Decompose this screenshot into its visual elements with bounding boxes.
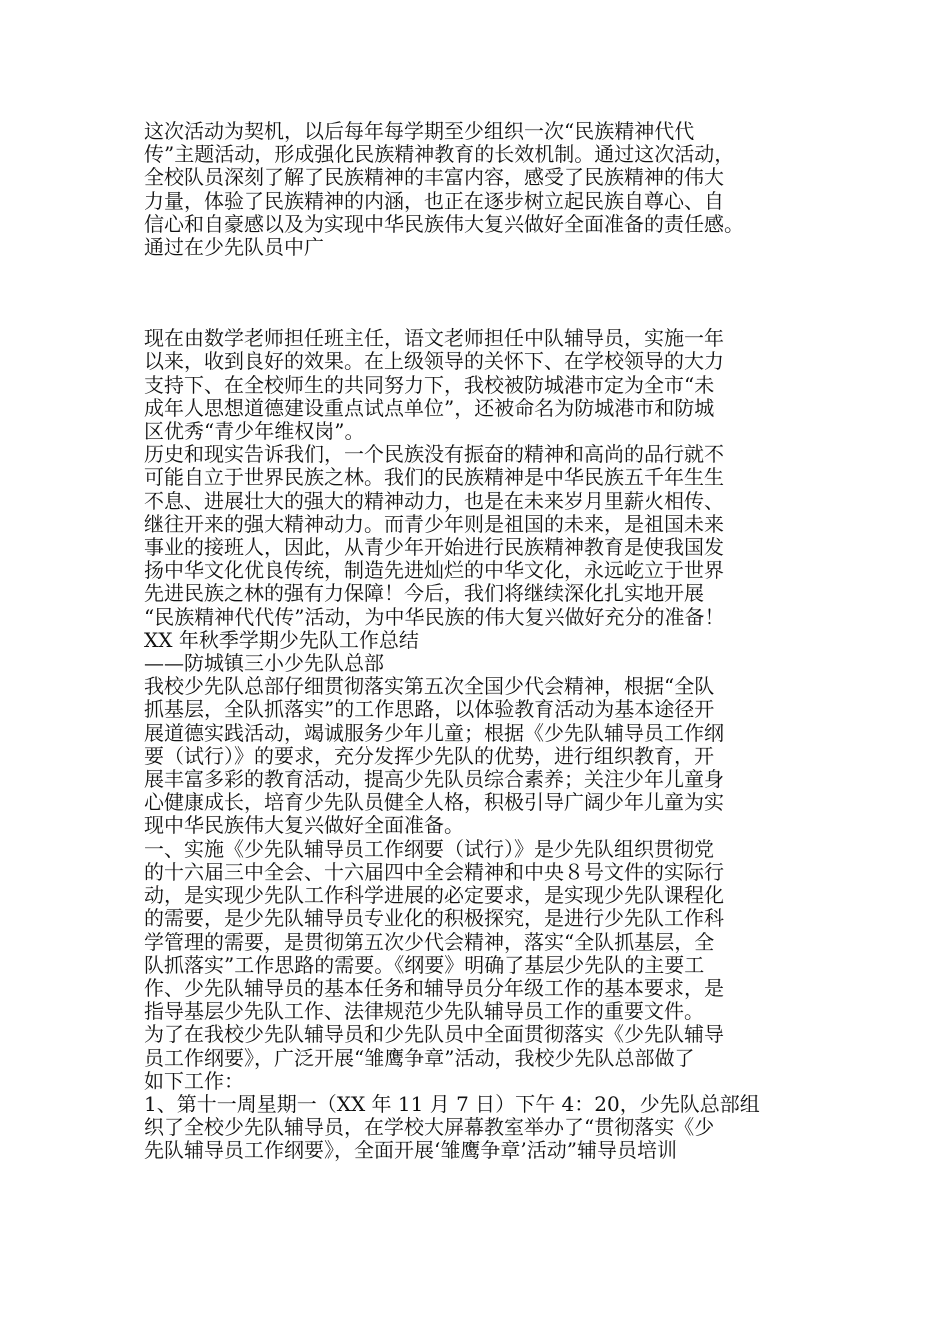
document-section-1 [144, 120, 814, 259]
text-line: 支持下、在全校师生的共同努力下，我校被防城港市定为全市“未 [144, 373, 715, 397]
text-line: 动，是实现少先队工作科学进展的必定要求，是实现少先队课程化 [144, 884, 724, 908]
text-line: 现中华民族伟大复兴做好全面准备。 [144, 814, 464, 838]
text-line: 学管理的需要，是贯彻第五次少代会精神，落实“全队抓基层，全 [144, 930, 715, 954]
text-line: 一、实施《少先队辅导员工作纲要（试行）》是少先队组织贯彻党 [144, 837, 714, 861]
text-line: 抓基层，全队抓落实”的工作思路，以体验教育活动为基本途径开 [144, 698, 715, 722]
text-line: 传”主题活动，形成强化民族精神教育的长效机制。通过这次活动， [144, 143, 735, 167]
summary-author: ——防城镇三小少先队总部 [144, 652, 384, 676]
text-line: 信心和自豪感以及为实现中华民族伟大复兴做好全面准备的责任感。 [144, 212, 744, 236]
text-line: 扬中华文化优良传统，制造先进灿烂的中华文化，永远屹立于世界 [144, 559, 724, 583]
text-line: 力量，体验了民族精神的内涵，也正在逐步树立起民族自尊心、自 [144, 189, 724, 213]
text-line: 展丰富多彩的教育活动，提高少先队员综合素养；关注少年儿童身 [144, 768, 724, 792]
text-line: 1、第十一周星期一（XX 年 11 月 7 日）下午 4：20，少先队总部组 [144, 1092, 760, 1116]
text-line: 通过在少先队员中广 [144, 236, 324, 260]
text-line: 的十六届三中全会、十六届四中全会精神和中央８号文件的实际行 [144, 860, 724, 884]
text-line: 指导基层少先队工作、法律规范少先队辅导员工作的重要文件。 [144, 1000, 704, 1024]
text-line: 心健康成长，培育少先队员健全人格，积极引导广阔少年儿童为实 [144, 791, 724, 815]
text-line: 队抓落实”工作思路的需要。《纲要》明确了基层少先队的主要工 [144, 953, 705, 977]
text-line: 现在由数学老师担任班主任，语文老师担任中队辅导员，实施一年 [144, 327, 724, 351]
text-line: 这次活动为契机，以后每年每学期至少组织一次“民族精神代代 [144, 120, 695, 143]
document-page [144, 120, 814, 1163]
text-line: 先队辅导员工作纲要》，全面开展‘雏鹰争章’活动”辅导员培训 [144, 1139, 677, 1163]
text-line: 历史和现实告诉我们，一个民族没有振奋的精神和高尚的品行就不 [144, 443, 724, 467]
text-line: “民族精神代代传”活动，为中华民族的伟大复兴做好充分的准备！ [144, 605, 725, 629]
text-line: 先进民族之林的强有力保障！今后，我们将继续深化扎实地开展 [144, 582, 704, 606]
text-line: 我校少先队总部仔细贯彻落实第五次全国少代会精神，根据“全队 [144, 675, 715, 699]
text-line: 可能自立于世界民族之林。我们的民族精神是中华民族五千年生生 [144, 466, 724, 490]
text-line: 要（试行）》的要求，充分发挥少先队的优势，进行组织教育，开 [144, 744, 714, 768]
text-line: 成年人思想道德建设重点试点单位”，还被命名为防城港市和防城 [144, 396, 715, 420]
text-line: 全校队员深刻了解了民族精神的丰富内容，感受了民族精神的伟大 [144, 166, 724, 190]
section-gap [144, 259, 814, 327]
text-line: 的需要，是少先队辅导员专业化的积极探究，是进行少先队工作科 [144, 907, 724, 931]
text-line: 员工作纲要》，广泛开展“雏鹰争章”活动，我校少先队总部做了 [144, 1046, 695, 1070]
summary-title: XX 年秋季学期少先队工作总结 [144, 628, 419, 652]
text-line: 继往开来的强大精神动力。而青少年则是祖国的未来，是祖国未来 [144, 512, 724, 536]
text-line: 事业的接班人，因此，从青少年开始进行民族精神教育是使我国发 [144, 536, 724, 560]
text-line: 如下工作： [144, 1069, 244, 1093]
text-line: 展道德实践活动，竭诚服务少年儿童；根据《少先队辅导员工作纲 [144, 721, 724, 745]
text-line: 不息、进展壮大的强大的精神动力，也是在未来岁月里薪火相传、 [144, 489, 724, 513]
document-section-2 [144, 327, 814, 1162]
text-line: 织了全校少先队辅导员，在学校大屏幕教室举办了“贯彻落实《少 [144, 1116, 715, 1140]
text-line: 以来，收到良好的效果。在上级领导的关怀下、在学校领导的大力 [144, 350, 724, 374]
text-line: 为了在我校少先队辅导员和少先队员中全面贯彻落实《少先队辅导 [144, 1023, 724, 1047]
text-line: 区优秀“青少年维权岗”。 [144, 420, 365, 444]
text-line: 作、少先队辅导员的基本任务和辅导员分年级工作的基本要求，是 [144, 976, 724, 1000]
